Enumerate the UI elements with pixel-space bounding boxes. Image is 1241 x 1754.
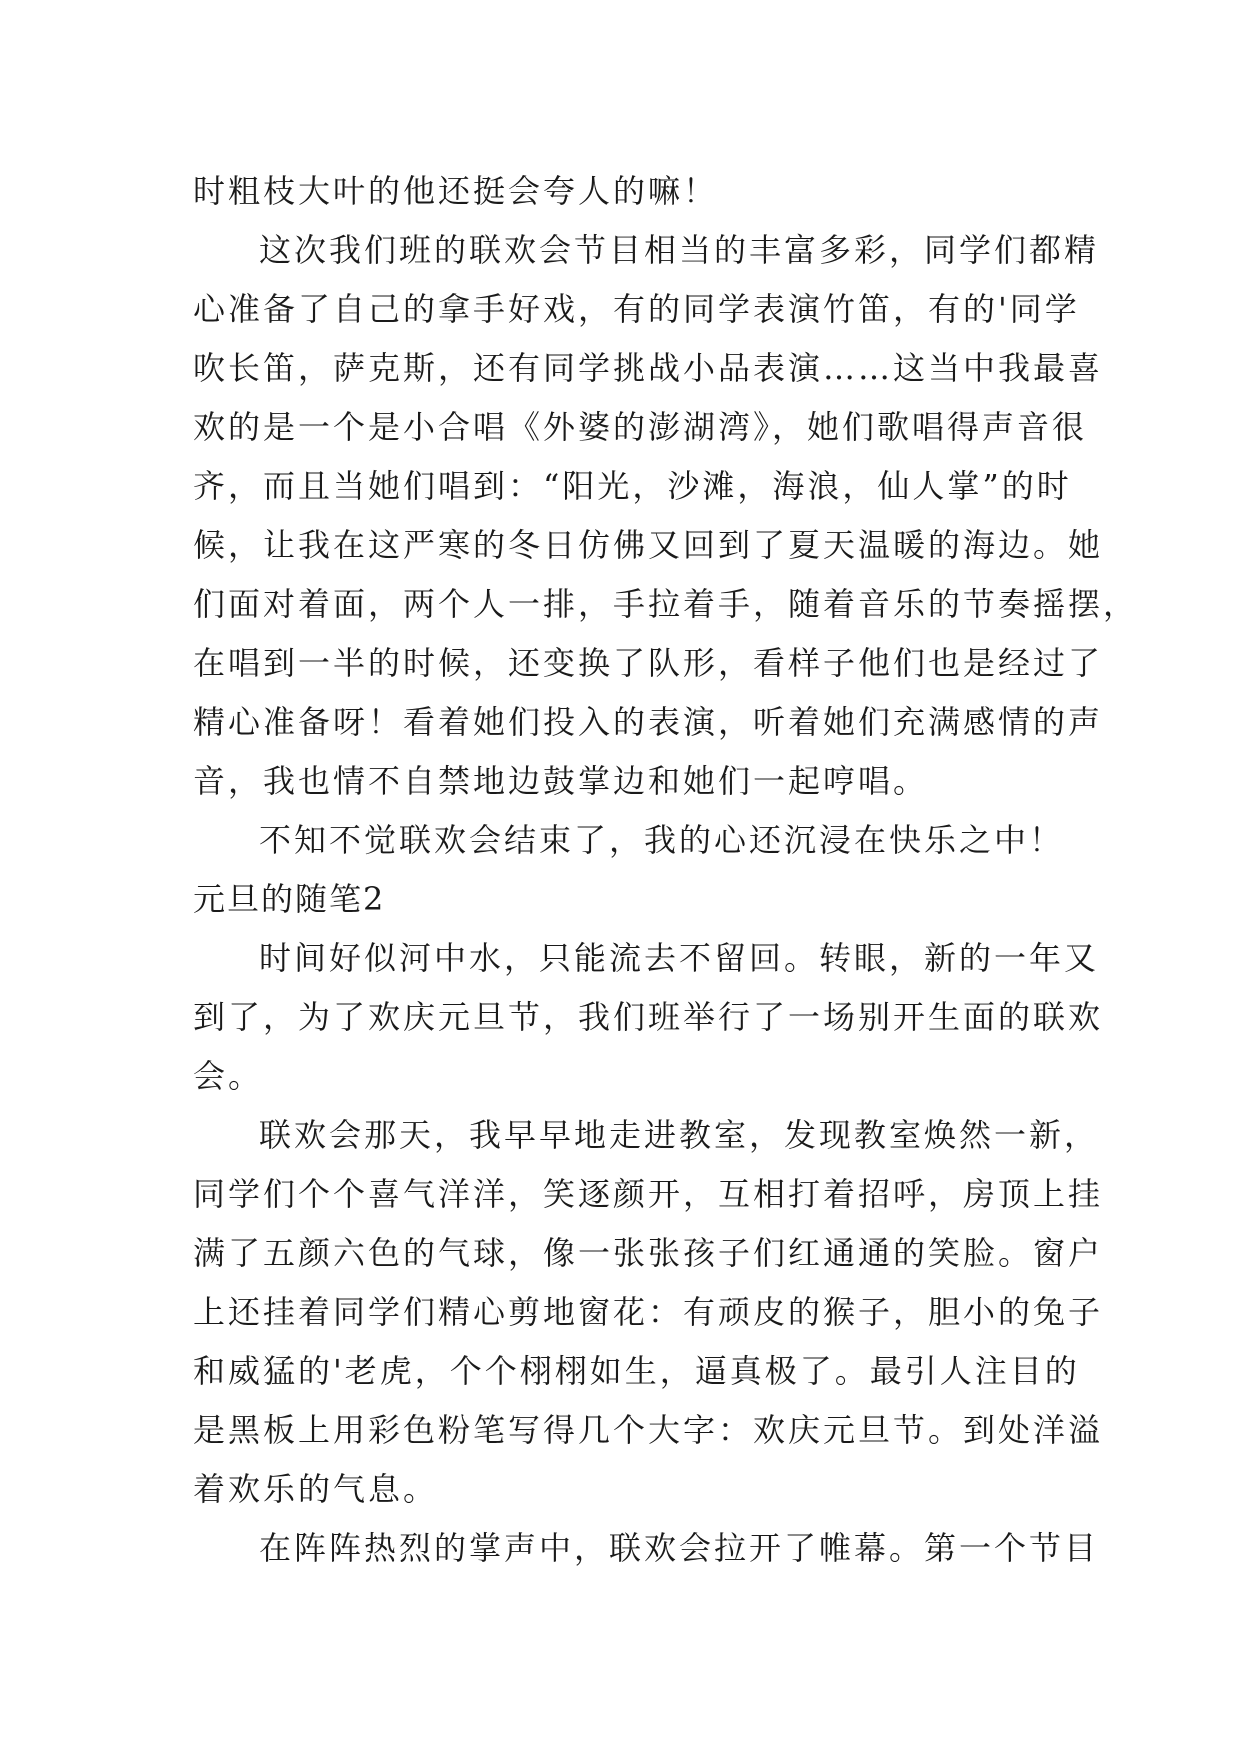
paragraph-start-line: 在阵阵热烈的掌声中，联欢会拉开了帷幕。第一个节目 xyxy=(259,1529,1100,1567)
text-line: 时粗枝大叶的他还挺会夸人的嘛！ xyxy=(193,172,719,210)
text-line: 在唱到一半的时候，还变换了队形，看样子他们也是经过了 xyxy=(193,644,1104,682)
paragraph-start-line: 不知不觉联欢会结束了，我的心还沉浸在快乐之中！ xyxy=(259,821,1065,859)
paragraph-start-line: 联欢会那天，我早早地走进教室，发现教室焕然一新， xyxy=(259,1116,1100,1154)
text-line: 到了，为了欢庆元旦节，我们班举行了一场别开生面的联欢 xyxy=(193,998,1104,1036)
text-line: 音，我也情不自禁地边鼓掌边和她们一起哼唱。 xyxy=(193,762,929,800)
text-line: 心准备了自己的拿手好戏，有的同学表演竹笛，有的'同学 xyxy=(193,290,1080,328)
text-line: 是黑板上用彩色粉笔写得几个大字：欢庆元旦节。到处洋溢 xyxy=(193,1411,1104,1449)
text-line: 着欢乐的气息。 xyxy=(193,1470,439,1508)
text-line: 欢的是一个是小合唱《外婆的澎湖湾》，她们歌唱得声音很 xyxy=(193,408,1088,446)
text-line: 齐，而且当她们唱到：“阳光，沙滩，海浪，仙人掌”的时 xyxy=(193,467,1072,505)
text-line: 候，让我在这严寒的冬日仿佛又回到了夏天温暖的海边。她 xyxy=(193,526,1104,564)
section-heading: 元旦的随笔2 xyxy=(193,880,386,918)
paragraph-start-line: 时间好似河中水，只能流去不留回。转眼，新的一年又 xyxy=(259,939,1100,977)
text-line: 满了五颜六色的气球，像一张张孩子们红通通的笑脸。窗户 xyxy=(193,1234,1104,1272)
text-line: 精心准备呀！看着她们投入的表演，听着她们充满感情的声 xyxy=(193,703,1104,741)
text-line: 吹长笛，萨克斯，还有同学挑战小品表演……这当中我最喜 xyxy=(193,349,1104,387)
text-line: 和威猛的'老虎，个个栩栩如生，逼真极了。最引人注目的 xyxy=(193,1352,1080,1390)
text-line: 上还挂着同学们精心剪地窗花：有顽皮的猴子，胆小的兔子 xyxy=(193,1293,1104,1331)
paragraph-start-line: 这次我们班的联欢会节目相当的丰富多彩，同学们都精 xyxy=(259,231,1100,269)
text-line: 们面对着面，两个人一排，手拉着手，随着音乐的节奏摇摆， xyxy=(193,585,1139,623)
document-body xyxy=(193,162,1139,1578)
text-line: 会。 xyxy=(193,1057,264,1095)
text-line: 同学们个个喜气洋洋，笑逐颜开，互相打着招呼，房顶上挂 xyxy=(193,1175,1104,1213)
